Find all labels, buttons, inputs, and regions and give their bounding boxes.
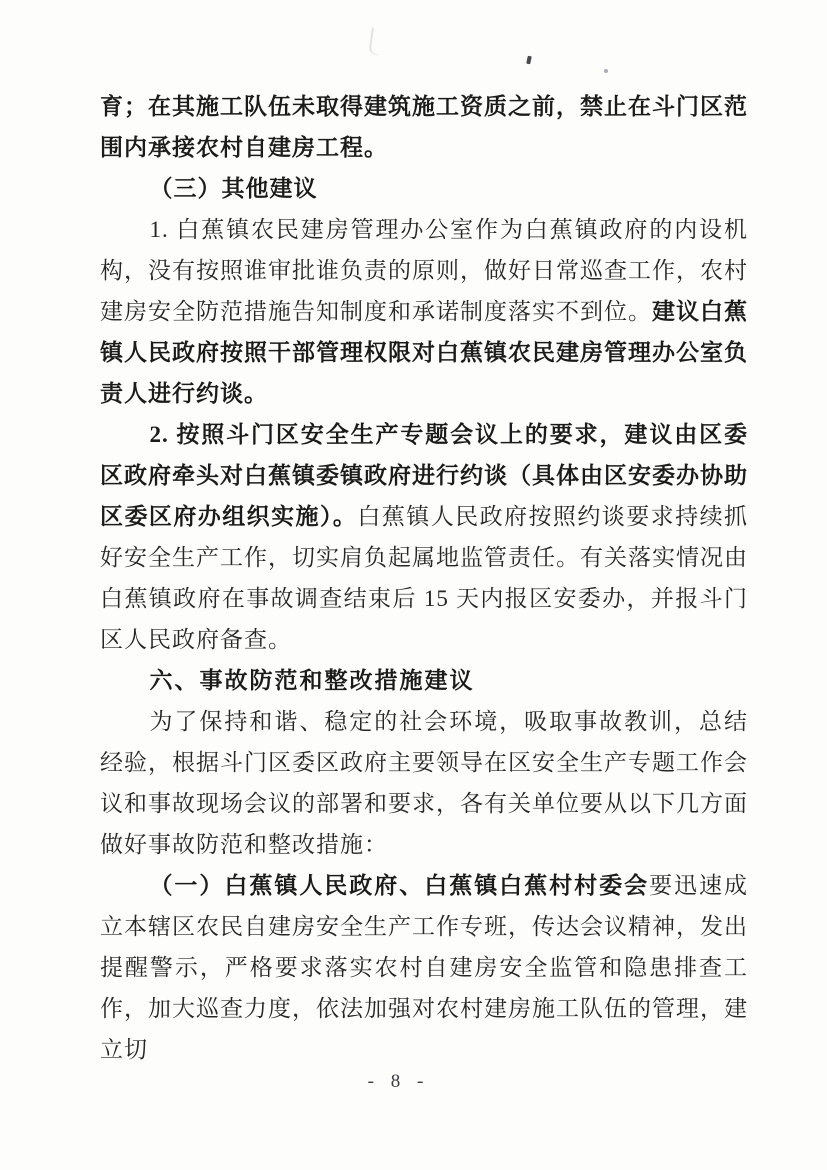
- text-run: 白蕉镇人民政府按照约谈要求持续抓好安全生产工作，切实肩负起属地监管责任。有关落实情况由白蕉镇政府在事故调查结束后 15 天内报区安委办，并报斗门区人民政府备查。: [100, 504, 749, 652]
- document-body: [100, 86, 748, 1070]
- page-footer: [0, 1071, 797, 1093]
- measures-intro: [100, 701, 748, 865]
- suggestion-item-2: [100, 414, 748, 660]
- text-run-emphasis: （一）白蕉镇人民政府、白蕉镇白蕉村村委会: [149, 873, 650, 898]
- section-heading-three: [100, 168, 748, 209]
- heading-text: 六、事故防范和整改措施建议: [149, 667, 475, 693]
- suggestion-item-1: [100, 209, 748, 414]
- heading-text: （三）其他建议: [149, 176, 318, 201]
- scan-speck-dark: [526, 56, 532, 65]
- section-heading-six: [100, 660, 748, 701]
- text-run: 育；在其施工队伍未取得建筑施工资质之前，禁止在斗门区范围内承接农村自建房工程。: [100, 94, 748, 160]
- scan-speck-gray: [604, 69, 608, 73]
- text-run: 要迅速成立本辖区农民自建房安全生产工作专班，传达会议精神，发出提醒警示，严格要求落实农村自建房安全监管和隐患排查工作，加大巡查力度，依法加强对农村建房施工队伍的管理，建立切: [100, 873, 749, 1062]
- text-run: 1. 白蕉镇农民建房管理办公室作为白蕉镇政府的内设机构，没有按照谁审批谁负责的原则，做好日常巡查工作，农村建房安全防范措施告知制度和承诺制度落实不到位。: [100, 217, 748, 324]
- page-number: - 8 -: [367, 1071, 430, 1092]
- text-run-emphasis: 2. 按照斗门区安全生产专题会议上的要求，建议由区委区政府牵头对白蕉镇委镇政府进行约谈（具体由区安委办协助区委区府办组织实施）。: [100, 422, 748, 529]
- continuation-paragraph: [100, 86, 748, 168]
- text-run-emphasis: 建议白蕉镇人民政府按照干部管理权限对白蕉镇农民建房管理办公室负责人进行约谈。: [100, 299, 748, 406]
- measure-item-1: [100, 865, 748, 1070]
- text-run: 为了保持和谐、稳定的社会环境，吸取事故教训，总结经验，根据斗门区委区政府主要领导在区安全生产专题工作会议和事故现场会议的部署和要求，各有关单位要从以下几方面做好事故防范和整改措施：: [100, 709, 748, 857]
- scan-smudge: [368, 27, 383, 55]
